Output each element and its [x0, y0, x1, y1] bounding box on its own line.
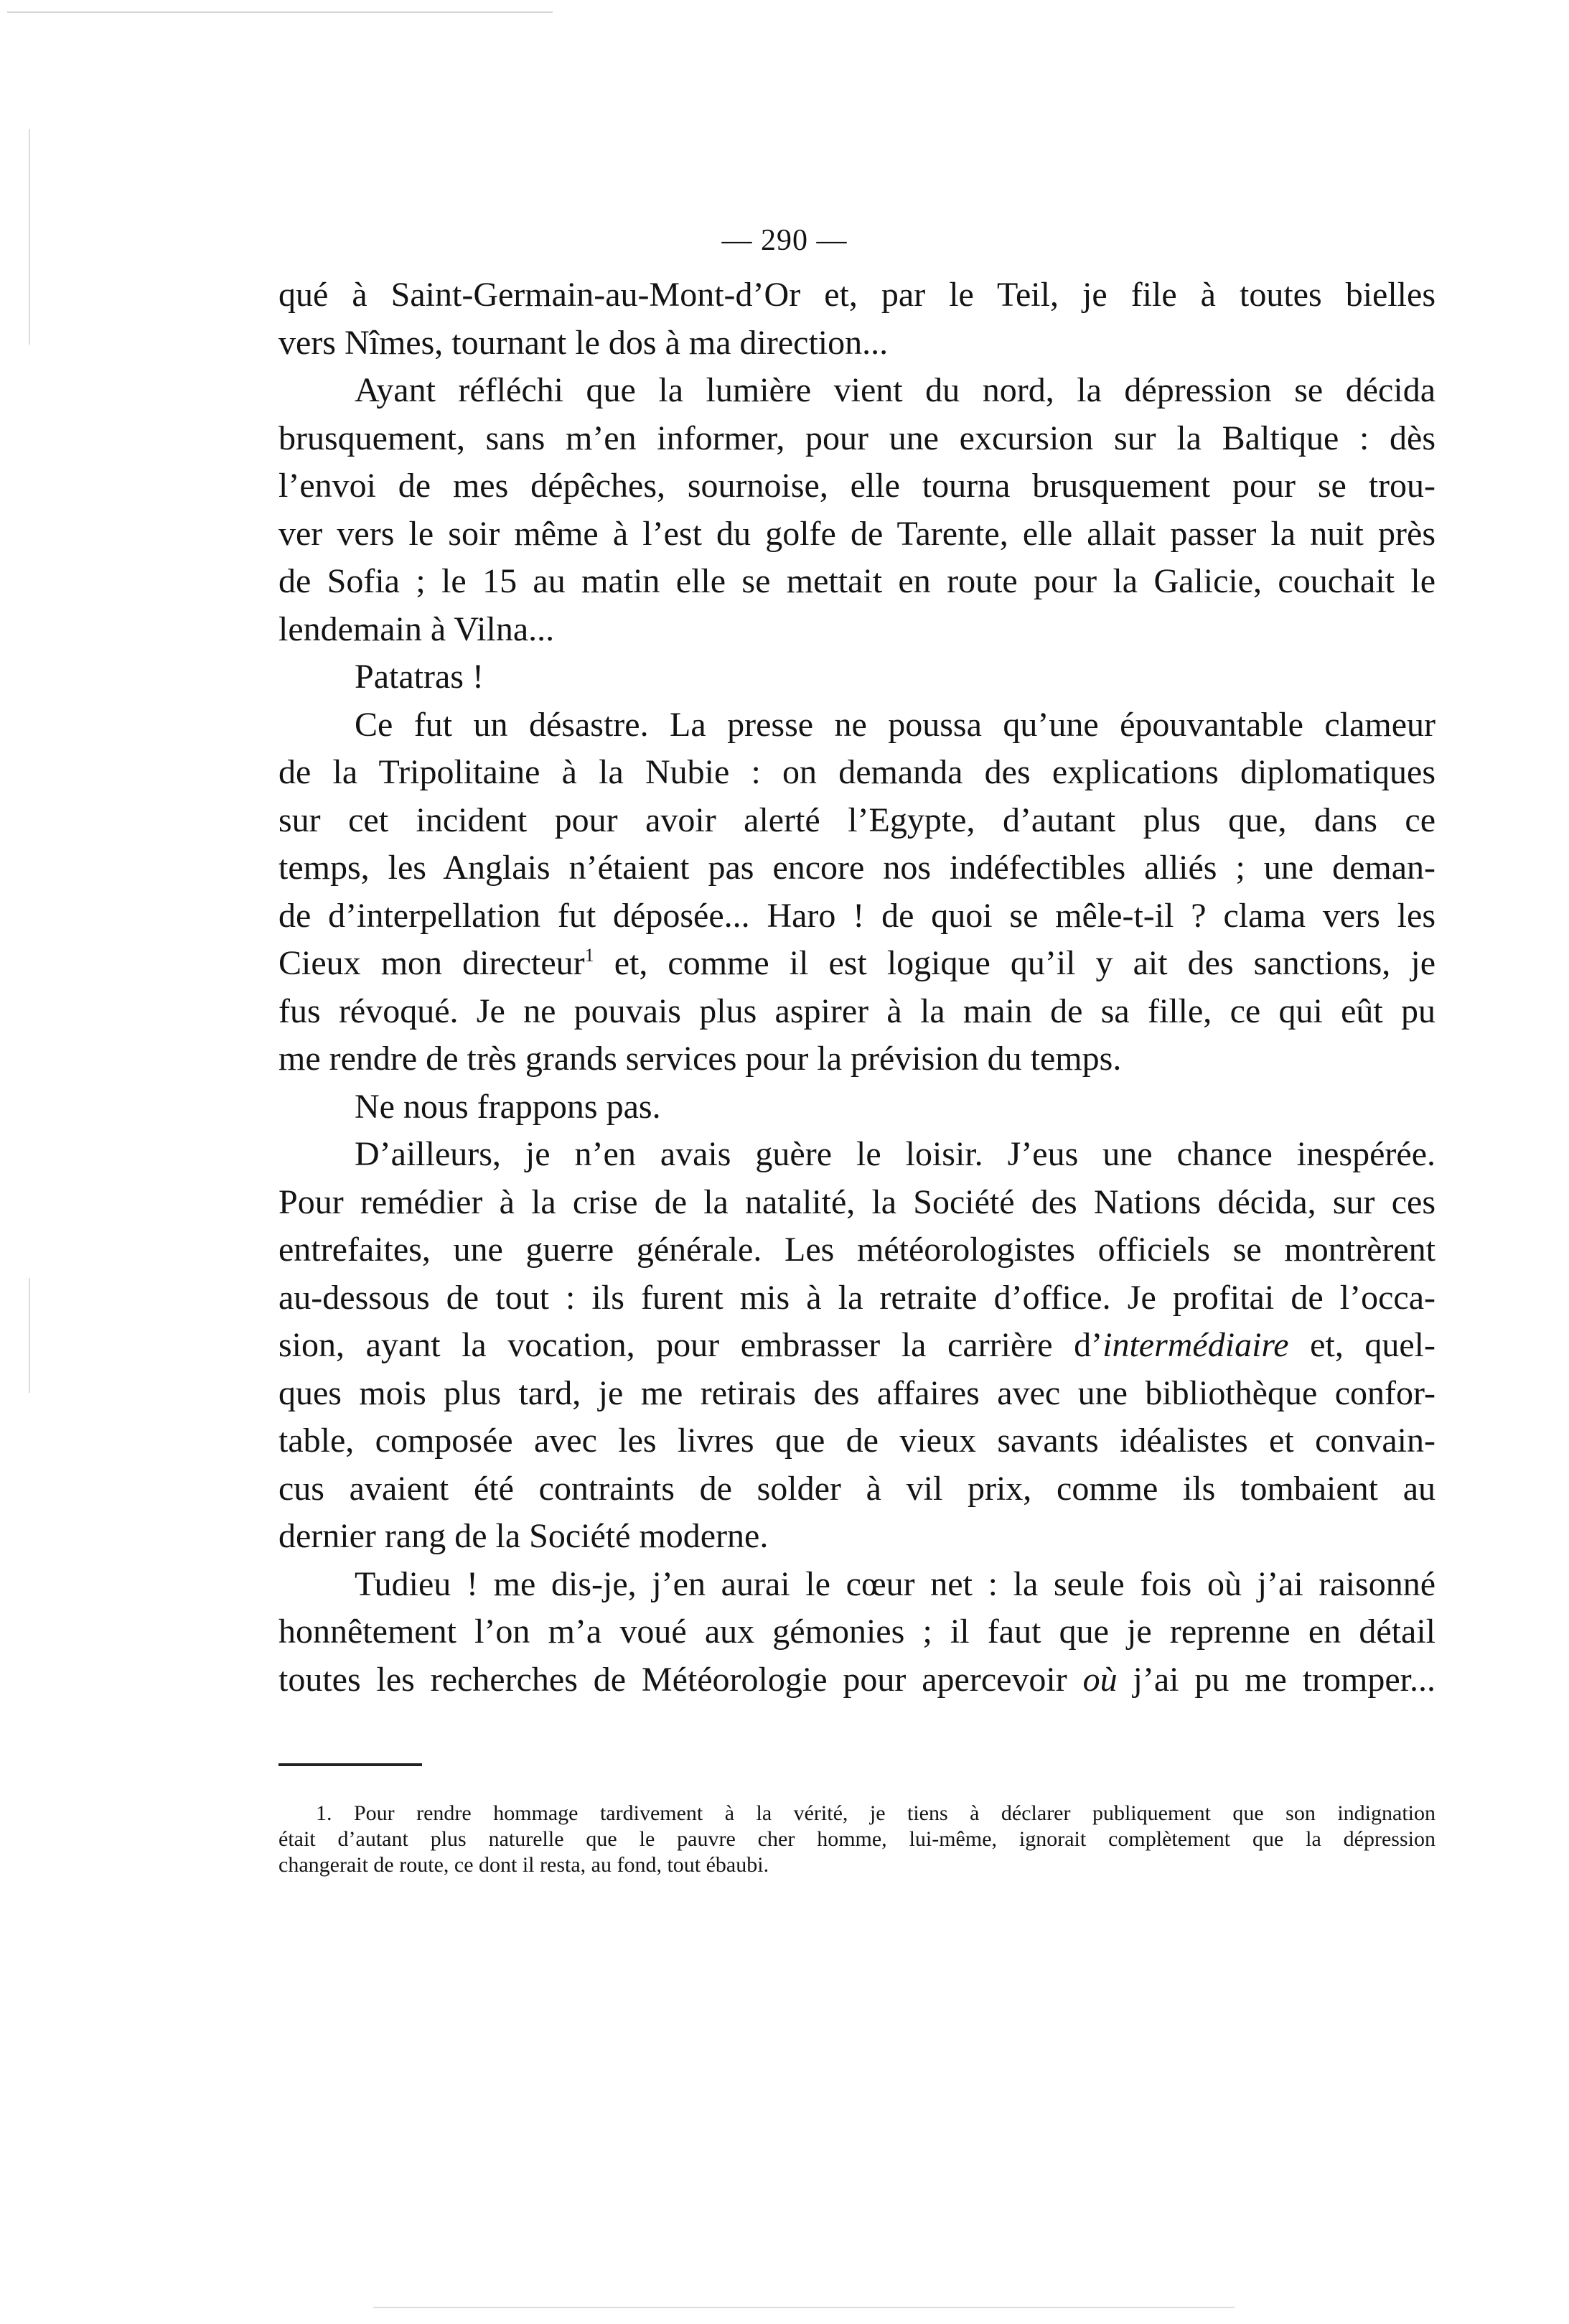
italic-word: intermédiaire [1102, 1326, 1289, 1364]
text-run: toutes les recherches de Météorologie pour apercevoir [278, 1660, 1083, 1699]
page-number: — 290 — [721, 224, 848, 257]
body-line: Tudieu ! me dis-je, j’en aurai le cœur net : la seule fois où j’ai raisonné [355, 1564, 1435, 1603]
text-run: sion, ayant la vocation, pour embrasser la carrière d’ [278, 1326, 1103, 1364]
footnote-line: changerait de route, ce dont il resta, au fond, tout ébaubi. [278, 1853, 769, 1877]
body-line: Ayant réfléchi que la lumière vient du nord, la dépression se décida [355, 371, 1435, 409]
text-run: et, quel- [1288, 1326, 1436, 1364]
body-line: dernier rang de la Société moderne. [278, 1517, 769, 1555]
footnote-ref: 1 [584, 945, 594, 966]
body-line: Pour remédier à la crise de la natalité, la Société des Nations décida, sur ces [278, 1182, 1435, 1221]
body-line: fus révoqué. Je ne pouvais plus aspirer à la main de sa fille, ce qui eût pu [278, 991, 1435, 1030]
footnote-separator [278, 1763, 422, 1766]
text-run: et, comme il est logique qu’il y ait des sanctions, je [594, 944, 1436, 982]
body-line: de Sofia ; le 15 au matin elle se mettait en route pour la Galicie, couchait le [278, 562, 1435, 600]
body-line [278, 940, 1435, 988]
body-line: au-dessous de tout : ils furent mis à la retraite d’office. Je profitai de l’occa- [278, 1278, 1435, 1317]
body-line: sur cet incident pour avoir alerté l’Egypte, d’autant plus que, dans ce [278, 801, 1435, 839]
body-line: table, composée avec les livres que de vieux savants idéalistes et convain- [278, 1422, 1435, 1460]
body-line [278, 1656, 1435, 1704]
text-run: j’ai pu me tromper... [1117, 1660, 1435, 1699]
body-line: brusquement, sans m’en informer, pour une excursion sur la Baltique : dès [278, 419, 1435, 457]
footnote-line: était d’autant plus naturelle que le pauvre cher homme, lui-même, ignorait complètement que la dépression [278, 1827, 1435, 1851]
scan-artifact-left-margin-lower [29, 1278, 30, 1393]
body-line: lendemain à Vilna... [278, 610, 555, 648]
body-line: temps, les Anglais n’étaient pas encore nos indéfectibles alliés ; une deman- [278, 849, 1435, 887]
body-line: honnêtement l’on m’a voué aux gémonies ; il faut que je reprenne en détail [278, 1613, 1435, 1651]
body-line: Patatras ! [355, 658, 484, 696]
body-line: ver vers le soir même à l’est du golfe de Tarente, elle allait passer la nuit près [278, 514, 1435, 553]
italic-word: où [1082, 1660, 1118, 1699]
body-line [278, 1322, 1435, 1370]
footnote-line: 1. Pour rendre hommage tardivement à la vérité, je tiens à déclarer publiquement que son indignation [316, 1801, 1435, 1825]
footnotes [278, 1801, 1435, 1878]
body-line: me rendre de très grands services pour la prévision du temps. [278, 1040, 1122, 1078]
scan-artifact-bottom [373, 2307, 1235, 2308]
body-line: entrefaites, une guerre générale. Les météorologistes officiels se montrèrent [278, 1231, 1435, 1269]
body-line: de d’interpellation fut déposée... Haro ! de quoi se mêle-t-il ? clama vers les [278, 896, 1435, 935]
body-line: ques mois plus tard, je me retirais des affaires avec une bibliothèque confor- [278, 1373, 1435, 1412]
text-run: Cieux mon directeur [278, 944, 585, 982]
scan-artifact-top-left [7, 11, 553, 13]
body-line: qué à Saint-Germain-au-Mont-d’Or et, par le Teil, je file à toutes bielles [278, 276, 1435, 314]
body-line: Ne nous frappons pas. [355, 1087, 661, 1126]
body-line: cus avaient été contraints de solder à vil prix, comme ils tombaient au [278, 1469, 1435, 1508]
body-line: Ce fut un désastre. La presse ne poussa qu’une épouvantable clameur [355, 705, 1435, 744]
body-line: D’ailleurs, je n’en avais guère le loisir. J’eus une chance inespérée. [355, 1135, 1435, 1173]
body-text [278, 271, 1435, 1704]
body-line: l’envoi de mes dépêches, sournoise, elle tourna brusquement pour se trou- [278, 467, 1435, 505]
body-line: de la Tripolitaine à la Nubie : on demanda des explications diplomatiques [278, 753, 1435, 791]
body-line: vers Nîmes, tournant le dos à ma direction... [278, 323, 889, 362]
